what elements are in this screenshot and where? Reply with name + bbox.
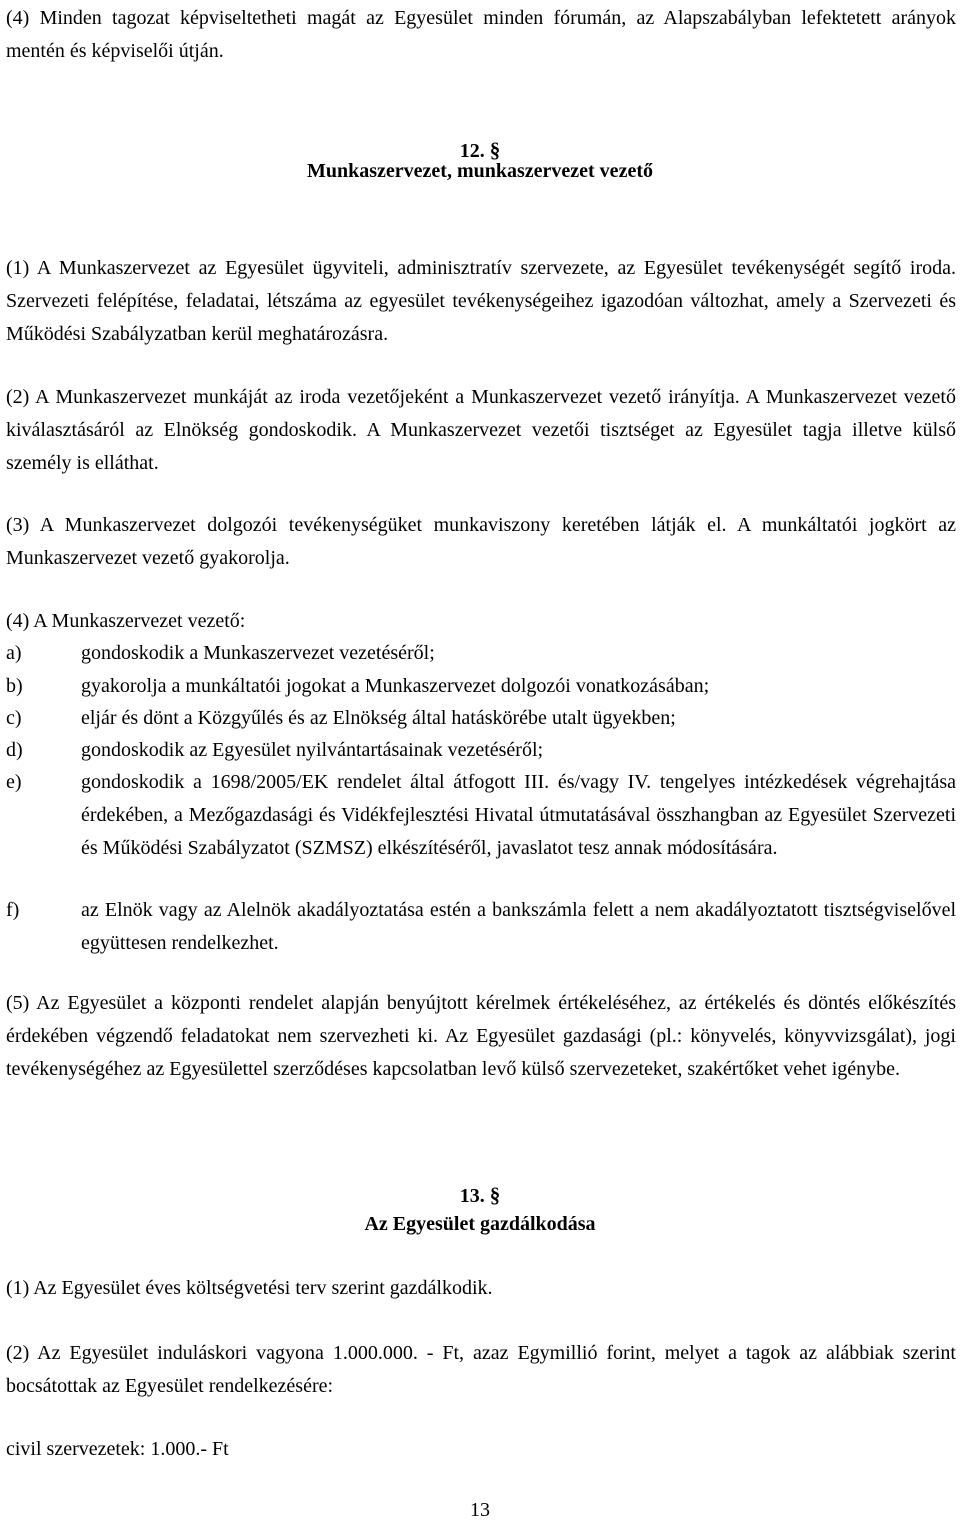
list-item-text: az Elnök vagy az Alelnök akadályoztatása estén a bankszámla felett a nem akadályoztatott tisztségviselővel együttesen rendelkezhet.: [81, 899, 956, 954]
paragraph-12-2: (2) A Munkaszervezet munkáját az iroda vezetőjeként a Munkaszervezet vezető irányítja. A Munkaszervezet vezető kiválasztásáról az Elnökség gondoskodik. A Munkaszervezet vezetői tisztséget az Egyesület tagja illetve külső személy is elláthat.: [6, 386, 956, 474]
list-item-text: eljár és dönt a Közgyűlés és az Elnökség által hatáskörébe utalt ügyekben;: [81, 707, 676, 729]
paragraph-13-1: (1) Az Egyesület éves költségvetési terv szerint gazdálkodik.: [6, 1277, 493, 1299]
list-item: [6, 637, 956, 670]
list-item-label: a): [6, 642, 22, 664]
list-item-label: f): [6, 899, 20, 921]
list-item: [6, 766, 956, 865]
list-item: [6, 734, 956, 767]
page-number: 13: [470, 1499, 490, 1521]
section-number: 13.: [459, 1185, 485, 1207]
section-sign-icon: §: [489, 1183, 501, 1207]
list-item: [6, 894, 956, 960]
paragraph-13-2: (2) Az Egyesület induláskori vagyona 1.000.000. - Ft, azaz Egymillió forint, melyet a tagok az alábbiak szerint bocsátottak az Egyesület rendelkezésére:: [6, 1342, 956, 1397]
paragraph-12-1: (1) A Munkaszervezet az Egyesület ügyviteli, adminisztratív szervezete, az Egyesület tevékenységét segítő iroda. Szervezeti felépítése, feladatai, létszáma az egyesület tevékenységeihez igazodóan változhat, amely a Szervezeti és Működési Szabályzatban kerül meghatározásra.: [6, 257, 956, 345]
paragraph-tagozat-kepviselet: (4) Minden tagozat képviseltetheti magát az Egyesület minden fórumán, az Alapszabályban lefektetett arányok mentén és képviselői útján.: [6, 7, 956, 62]
list-item-text: gondoskodik a Munkaszervezet vezetéséről;: [81, 642, 435, 664]
section-sign-icon: §: [489, 138, 501, 162]
section-12-title: Munkaszervezet, munkaszervezet vezető: [307, 160, 653, 182]
list-item: [6, 670, 956, 703]
list-item-label: b): [6, 675, 23, 697]
paragraph-12-4-heading: (4) A Munkaszervezet vezető:: [6, 610, 246, 632]
list-item-text: gyakorolja a munkáltatói jogokat a Munkaszervezet dolgozói vonatkozásában;: [81, 675, 710, 697]
list-item-label: d): [6, 739, 23, 761]
list-item-text: gondoskodik a 1698/2005/EK rendelet által átfogott III. és/vagy IV. tengelyes intézkedések végrehajtása érdekében, a Mezőgazdasági és Vidékfejlesztési Hivatal útmutatásával összhangban az Egyesület Szervezeti és Működési Szabályzatot (SZMSZ) elkészítéséről, javaslatot tesz annak módosítására.: [81, 771, 956, 859]
paragraph-12-5: (5) Az Egyesület a központi rendelet alapján benyújtott kérelmek értékeléséhez, az értékelés és döntés előkészítés érdekében végzendő feladatokat nem szervezheti ki. Az Egyesület gazdasági (pl.: könyvelés, könyvvizsgálat), jogi tevékenységéhez az Egyesülettel szerződéses kapcsolatban levő külső szervezeteket, szakértőket vehet igénybe.: [6, 992, 956, 1080]
paragraph-12-3: (3) A Munkaszervezet dolgozói tevékenységüket munkaviszony keretében látják el. A munkáltatói jogkört az Munkaszervezet vezető gyakorolja.: [6, 514, 956, 569]
section-number: 12.: [459, 140, 485, 162]
list-item-label: c): [6, 707, 22, 729]
civil-organizations-line: civil szervezetek: 1.000.- Ft: [6, 1438, 229, 1460]
section-13-title: Az Egyesület gazdálkodása: [364, 1213, 596, 1235]
list-item-label: e): [6, 771, 22, 793]
list-item: [6, 702, 956, 735]
list-item-text: gondoskodik az Egyesület nyilvántartásainak vezetéséről;: [81, 739, 544, 761]
